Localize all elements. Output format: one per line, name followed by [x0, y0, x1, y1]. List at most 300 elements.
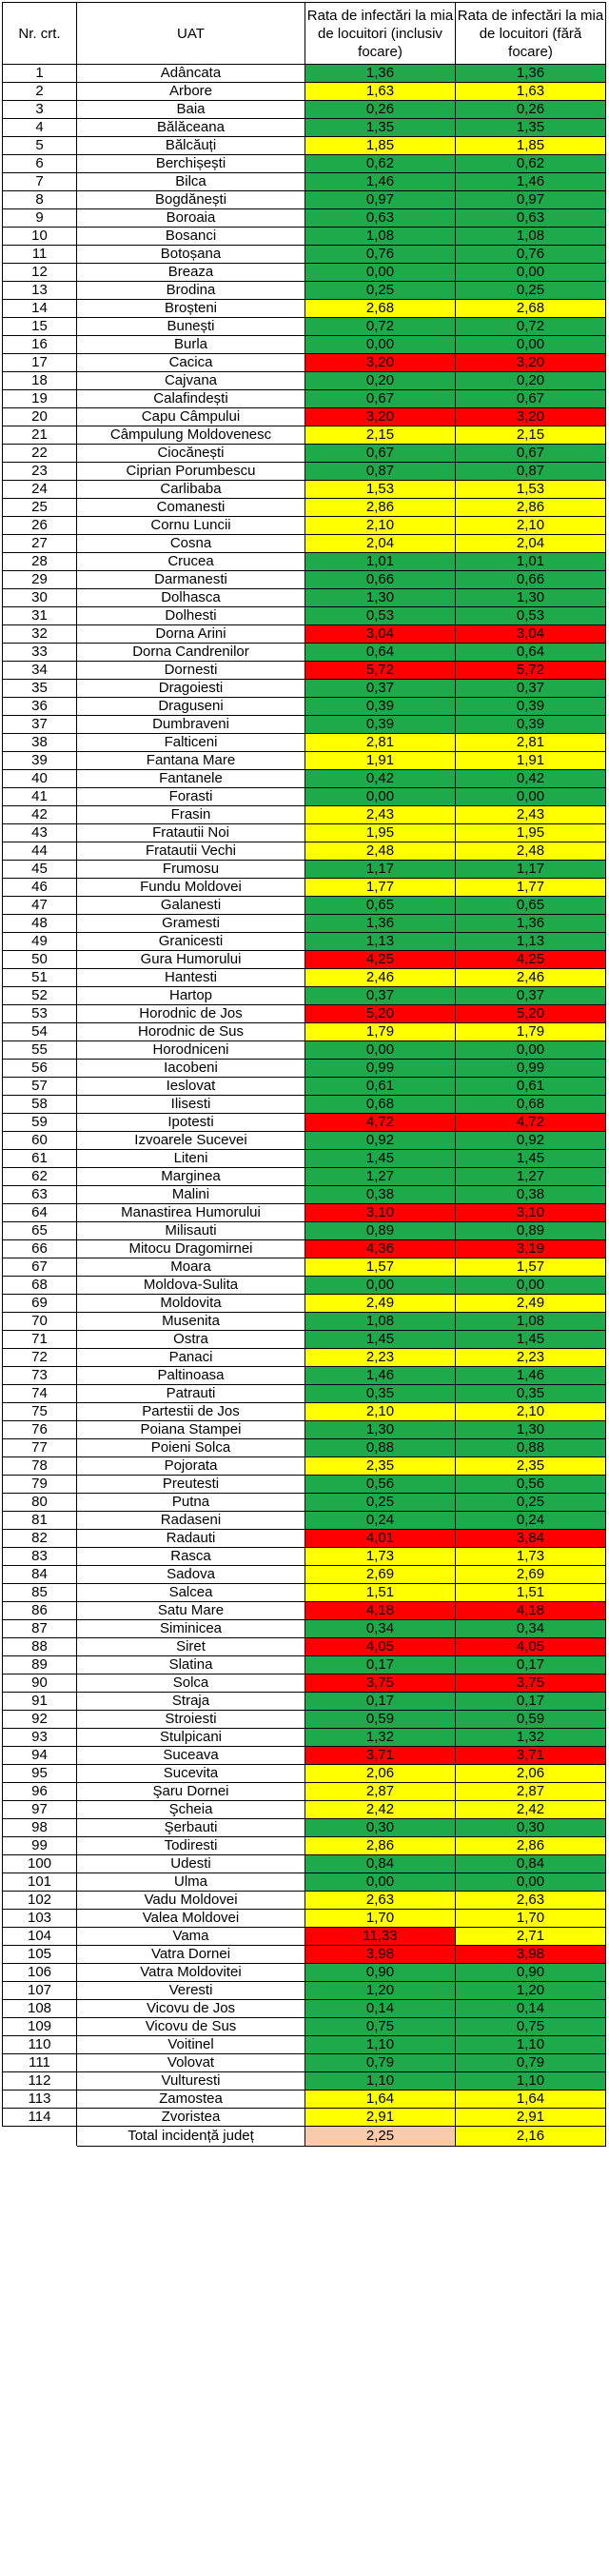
row-uat: Milisauti — [77, 1222, 305, 1240]
row-rate-without-outbreaks: 0,75 — [456, 2018, 606, 2036]
table-row — [3, 1548, 606, 1566]
row-uat: Patrauti — [77, 1385, 305, 1403]
row-number: 97 — [3, 1801, 77, 1819]
row-number: 14 — [3, 300, 77, 318]
row-number: 68 — [3, 1277, 77, 1295]
row-rate-with-outbreaks: 0,88 — [305, 1439, 456, 1457]
row-uat: Arbore — [77, 83, 305, 101]
table-row — [3, 2109, 606, 2127]
row-rate-without-outbreaks: 0,53 — [456, 607, 606, 625]
row-rate-without-outbreaks: 2,43 — [456, 806, 606, 824]
table-row — [3, 1946, 606, 1964]
row-number: 113 — [3, 2091, 77, 2109]
table-row — [3, 987, 606, 1005]
row-number: 47 — [3, 897, 77, 915]
row-rate-without-outbreaks: 0,84 — [456, 1855, 606, 1873]
row-rate-without-outbreaks: 0,61 — [456, 1078, 606, 1096]
row-rate-with-outbreaks: 0,92 — [305, 1132, 456, 1150]
row-rate-with-outbreaks: 0,20 — [305, 372, 456, 390]
row-number: 38 — [3, 734, 77, 752]
row-rate-without-outbreaks: 1,45 — [456, 1331, 606, 1349]
row-number: 50 — [3, 951, 77, 969]
row-number: 35 — [3, 680, 77, 698]
table-row — [3, 1602, 606, 1620]
row-rate-with-outbreaks: 3,10 — [305, 1204, 456, 1222]
row-uat: Şcheia — [77, 1801, 305, 1819]
row-rate-without-outbreaks: 0,79 — [456, 2054, 606, 2072]
row-number: 64 — [3, 1204, 77, 1222]
row-rate-with-outbreaks: 3,20 — [305, 408, 456, 426]
row-number: 29 — [3, 571, 77, 589]
row-rate-with-outbreaks: 0,72 — [305, 318, 456, 336]
table-row — [3, 1855, 606, 1873]
row-rate-without-outbreaks: 1,73 — [456, 1548, 606, 1566]
row-number: 24 — [3, 481, 77, 499]
row-number: 78 — [3, 1457, 77, 1476]
row-rate-without-outbreaks: 1,36 — [456, 915, 606, 933]
table-row — [3, 1295, 606, 1313]
table-row — [3, 1566, 606, 1584]
row-rate-with-outbreaks: 3,20 — [305, 354, 456, 372]
row-rate-without-outbreaks: 1,10 — [456, 2072, 606, 2091]
row-rate-with-outbreaks: 0,76 — [305, 246, 456, 264]
row-rate-without-outbreaks: 0,67 — [456, 390, 606, 408]
table-row — [3, 1349, 606, 1367]
row-uat: Vatra Dornei — [77, 1946, 305, 1964]
table-row — [3, 137, 606, 155]
row-number: 75 — [3, 1403, 77, 1421]
row-number: 103 — [3, 1910, 77, 1928]
row-number: 96 — [3, 1783, 77, 1801]
row-rate-without-outbreaks: 4,72 — [456, 1114, 606, 1132]
row-uat: Musenita — [77, 1313, 305, 1331]
row-rate-without-outbreaks: 0,99 — [456, 1060, 606, 1078]
row-number: 59 — [3, 1114, 77, 1132]
header-row — [3, 3, 606, 65]
row-number: 114 — [3, 2109, 77, 2127]
row-uat: Paltinoasa — [77, 1367, 305, 1385]
table-row — [3, 933, 606, 951]
table-row — [3, 1584, 606, 1602]
total-rate-with-outbreaks: 2,25 — [305, 2127, 456, 2147]
row-rate-without-outbreaks: 0,92 — [456, 1132, 606, 1150]
row-number: 43 — [3, 824, 77, 842]
row-number: 102 — [3, 1892, 77, 1910]
row-rate-with-outbreaks: 1,57 — [305, 1258, 456, 1277]
row-uat: Malini — [77, 1186, 305, 1204]
row-rate-with-outbreaks: 1,17 — [305, 861, 456, 879]
row-rate-without-outbreaks: 2,86 — [456, 499, 606, 517]
row-rate-without-outbreaks: 1,51 — [456, 1584, 606, 1602]
row-uat: Ipotesti — [77, 1114, 305, 1132]
table-row — [3, 788, 606, 806]
row-number: 99 — [3, 1837, 77, 1855]
table-row — [3, 155, 606, 173]
row-number: 88 — [3, 1638, 77, 1656]
row-rate-without-outbreaks: 1,46 — [456, 1367, 606, 1385]
row-number: 6 — [3, 155, 77, 173]
row-rate-without-outbreaks: 2,35 — [456, 1457, 606, 1476]
row-rate-with-outbreaks: 0,84 — [305, 1855, 456, 1873]
row-rate-without-outbreaks: 2,42 — [456, 1801, 606, 1819]
table-row — [3, 842, 606, 861]
row-rate-with-outbreaks: 0,24 — [305, 1512, 456, 1530]
table-row — [3, 1620, 606, 1638]
row-uat: Draguseni — [77, 698, 305, 716]
row-uat: Fratautii Noi — [77, 824, 305, 842]
row-number: 90 — [3, 1674, 77, 1693]
row-uat: Ilisesti — [77, 1096, 305, 1114]
row-number: 79 — [3, 1476, 77, 1494]
table-row — [3, 354, 606, 372]
row-rate-without-outbreaks: 2,15 — [456, 426, 606, 445]
row-number: 18 — [3, 372, 77, 390]
table-body — [3, 65, 606, 2127]
table-row — [3, 897, 606, 915]
row-rate-without-outbreaks: 0,00 — [456, 264, 606, 282]
table-row — [3, 589, 606, 607]
row-uat: Ostra — [77, 1331, 305, 1349]
row-rate-with-outbreaks: 1,08 — [305, 228, 456, 246]
row-rate-without-outbreaks: 0,35 — [456, 1385, 606, 1403]
row-uat: Granicesti — [77, 933, 305, 951]
row-rate-with-outbreaks: 1,36 — [305, 915, 456, 933]
row-rate-with-outbreaks: 0,39 — [305, 716, 456, 734]
table-row — [3, 372, 606, 390]
row-number: 91 — [3, 1693, 77, 1711]
row-rate-without-outbreaks: 2,48 — [456, 842, 606, 861]
row-uat: Dorna Arini — [77, 625, 305, 644]
row-uat: Bălăceana — [77, 119, 305, 137]
row-number: 73 — [3, 1367, 77, 1385]
row-uat: Ciocănești — [77, 445, 305, 463]
table-row — [3, 1078, 606, 1096]
table-row — [3, 65, 606, 83]
row-rate-with-outbreaks: 0,25 — [305, 1494, 456, 1512]
row-uat: Panaci — [77, 1349, 305, 1367]
total-spacer — [3, 2127, 77, 2147]
row-number: 81 — [3, 1512, 77, 1530]
row-uat: Pojorata — [77, 1457, 305, 1476]
row-rate-without-outbreaks: 2,91 — [456, 2109, 606, 2127]
row-number: 42 — [3, 806, 77, 824]
row-rate-with-outbreaks: 4,05 — [305, 1638, 456, 1656]
row-rate-with-outbreaks: 0,35 — [305, 1385, 456, 1403]
row-rate-with-outbreaks: 0,17 — [305, 1656, 456, 1674]
table-row — [3, 1638, 606, 1656]
table-row — [3, 1892, 606, 1910]
header-rate-with-outbreaks: Rata de infectări la mia de locuitori (inclusiv focare) — [305, 3, 456, 65]
row-rate-with-outbreaks: 5,20 — [305, 1005, 456, 1023]
row-rate-with-outbreaks: 2,69 — [305, 1566, 456, 1584]
row-rate-with-outbreaks: 3,71 — [305, 1747, 456, 1765]
row-rate-with-outbreaks: 1,70 — [305, 1910, 456, 1928]
row-rate-without-outbreaks: 2,10 — [456, 1403, 606, 1421]
row-uat: Ulma — [77, 1873, 305, 1892]
table-row — [3, 445, 606, 463]
table-row — [3, 1747, 606, 1765]
row-uat: Forasti — [77, 788, 305, 806]
row-rate-with-outbreaks: 1,10 — [305, 2036, 456, 2054]
table-row — [3, 499, 606, 517]
table-row — [3, 969, 606, 987]
row-rate-with-outbreaks: 4,72 — [305, 1114, 456, 1132]
row-rate-without-outbreaks: 1,17 — [456, 861, 606, 879]
table-row — [3, 1711, 606, 1729]
row-uat: Straja — [77, 1693, 305, 1711]
row-rate-without-outbreaks: 3,84 — [456, 1530, 606, 1548]
row-rate-with-outbreaks: 0,97 — [305, 191, 456, 209]
row-number: 15 — [3, 318, 77, 336]
row-rate-without-outbreaks: 0,00 — [456, 1873, 606, 1892]
table-row — [3, 1132, 606, 1150]
row-rate-with-outbreaks: 1,35 — [305, 119, 456, 137]
row-rate-without-outbreaks: 1,36 — [456, 65, 606, 83]
row-uat: Siret — [77, 1638, 305, 1656]
row-rate-without-outbreaks: 0,97 — [456, 191, 606, 209]
table-row — [3, 264, 606, 282]
row-rate-with-outbreaks: 0,99 — [305, 1060, 456, 1078]
row-uat: Fantanele — [77, 770, 305, 788]
row-rate-with-outbreaks: 1,79 — [305, 1023, 456, 1041]
row-uat: Dorna Candrenilor — [77, 644, 305, 662]
row-rate-without-outbreaks: 0,26 — [456, 101, 606, 119]
row-number: 31 — [3, 607, 77, 625]
row-rate-without-outbreaks: 1,64 — [456, 2091, 606, 2109]
table-row — [3, 1403, 606, 1421]
row-number: 108 — [3, 2000, 77, 2018]
row-number: 7 — [3, 173, 77, 191]
row-number: 66 — [3, 1240, 77, 1258]
row-rate-without-outbreaks: 2,63 — [456, 1892, 606, 1910]
table-row — [3, 1693, 606, 1711]
row-number: 104 — [3, 1928, 77, 1946]
row-uat: Gura Humorului — [77, 951, 305, 969]
row-rate-without-outbreaks: 2,87 — [456, 1783, 606, 1801]
header-uat: UAT — [77, 3, 305, 65]
row-number: 45 — [3, 861, 77, 879]
row-uat: Stroiesti — [77, 1711, 305, 1729]
table-row — [3, 2072, 606, 2091]
row-rate-with-outbreaks: 1,45 — [305, 1150, 456, 1168]
row-rate-without-outbreaks: 1,70 — [456, 1910, 606, 1928]
row-rate-without-outbreaks: 1,08 — [456, 228, 606, 246]
row-rate-with-outbreaks: 0,63 — [305, 209, 456, 228]
row-rate-without-outbreaks: 1,79 — [456, 1023, 606, 1041]
table-row — [3, 879, 606, 897]
row-rate-with-outbreaks: 0,64 — [305, 644, 456, 662]
row-number: 46 — [3, 879, 77, 897]
row-uat: Vama — [77, 1928, 305, 1946]
row-rate-with-outbreaks: 2,23 — [305, 1349, 456, 1367]
row-rate-without-outbreaks: 0,34 — [456, 1620, 606, 1638]
row-number: 70 — [3, 1313, 77, 1331]
row-rate-with-outbreaks: 0,00 — [305, 336, 456, 354]
row-rate-with-outbreaks: 0,53 — [305, 607, 456, 625]
table-row — [3, 1494, 606, 1512]
table-row — [3, 861, 606, 879]
row-rate-with-outbreaks: 2,04 — [305, 535, 456, 553]
row-uat: Crucea — [77, 553, 305, 571]
row-rate-with-outbreaks: 1,64 — [305, 2091, 456, 2109]
table-row — [3, 101, 606, 119]
row-rate-with-outbreaks: 2,91 — [305, 2109, 456, 2127]
row-number: 65 — [3, 1222, 77, 1240]
row-rate-without-outbreaks: 2,68 — [456, 300, 606, 318]
row-number: 74 — [3, 1385, 77, 1403]
row-rate-with-outbreaks: 1,01 — [305, 553, 456, 571]
row-rate-without-outbreaks: 0,56 — [456, 1476, 606, 1494]
row-rate-with-outbreaks: 0,67 — [305, 445, 456, 463]
row-uat: Comanesti — [77, 499, 305, 517]
row-number: 41 — [3, 788, 77, 806]
table-row — [3, 806, 606, 824]
row-rate-with-outbreaks: 1,30 — [305, 1421, 456, 1439]
row-uat: Mitocu Dragomirnei — [77, 1240, 305, 1258]
row-uat: Carlibaba — [77, 481, 305, 499]
table-row — [3, 1240, 606, 1258]
row-uat: Şerbauti — [77, 1819, 305, 1837]
table-row — [3, 1385, 606, 1403]
row-rate-with-outbreaks: 1,53 — [305, 481, 456, 499]
row-number: 58 — [3, 1096, 77, 1114]
table-row — [3, 1729, 606, 1747]
row-uat: Partestii de Jos — [77, 1403, 305, 1421]
row-number: 23 — [3, 463, 77, 481]
row-rate-with-outbreaks: 4,36 — [305, 1240, 456, 1258]
row-rate-without-outbreaks: 0,76 — [456, 246, 606, 264]
row-number: 112 — [3, 2072, 77, 2091]
row-uat: Salcea — [77, 1584, 305, 1602]
row-rate-without-outbreaks: 1,08 — [456, 1313, 606, 1331]
row-uat: Horodnic de Sus — [77, 1023, 305, 1041]
row-rate-without-outbreaks: 0,66 — [456, 571, 606, 589]
row-number: 83 — [3, 1548, 77, 1566]
table-row — [3, 390, 606, 408]
row-number: 110 — [3, 2036, 77, 2054]
row-rate-with-outbreaks: 2,46 — [305, 969, 456, 987]
row-rate-with-outbreaks: 1,32 — [305, 1729, 456, 1747]
row-uat: Fantana Mare — [77, 752, 305, 770]
row-uat: Sadova — [77, 1566, 305, 1584]
row-rate-without-outbreaks: 1,46 — [456, 173, 606, 191]
row-uat: Dolhesti — [77, 607, 305, 625]
row-rate-without-outbreaks: 1,85 — [456, 137, 606, 155]
table-row — [3, 571, 606, 589]
row-rate-without-outbreaks: 4,05 — [456, 1638, 606, 1656]
row-number: 105 — [3, 1946, 77, 1964]
row-rate-without-outbreaks: 3,98 — [456, 1946, 606, 1964]
row-rate-with-outbreaks: 3,98 — [305, 1946, 456, 1964]
row-rate-with-outbreaks: 2,35 — [305, 1457, 456, 1476]
row-number: 12 — [3, 264, 77, 282]
row-uat: Vatra Moldovitei — [77, 1964, 305, 1982]
row-rate-with-outbreaks: 2,49 — [305, 1295, 456, 1313]
row-number: 21 — [3, 426, 77, 445]
row-rate-with-outbreaks: 2,86 — [305, 499, 456, 517]
row-rate-without-outbreaks: 1,53 — [456, 481, 606, 499]
table-row — [3, 1476, 606, 1494]
header-nr: Nr. crt. — [3, 3, 77, 65]
row-uat: Udesti — [77, 1855, 305, 1873]
row-uat: Câmpulung Moldovenesc — [77, 426, 305, 445]
row-rate-with-outbreaks: 11,33 — [305, 1928, 456, 1946]
row-number: 27 — [3, 535, 77, 553]
row-rate-without-outbreaks: 2,86 — [456, 1837, 606, 1855]
row-uat: Fundu Moldovei — [77, 879, 305, 897]
table-row — [3, 770, 606, 788]
row-rate-without-outbreaks: 1,77 — [456, 879, 606, 897]
row-rate-without-outbreaks: 1,10 — [456, 2036, 606, 2054]
row-rate-without-outbreaks: 0,88 — [456, 1439, 606, 1457]
row-uat: Poiana Stampei — [77, 1421, 305, 1439]
table-row — [3, 2036, 606, 2054]
row-uat: Slatina — [77, 1656, 305, 1674]
table-row — [3, 1801, 606, 1819]
table-row — [3, 1114, 606, 1132]
total-rate-without-outbreaks: 2,16 — [456, 2127, 606, 2147]
row-rate-without-outbreaks: 2,69 — [456, 1566, 606, 1584]
row-uat: Marginea — [77, 1168, 305, 1186]
row-rate-with-outbreaks: 0,00 — [305, 264, 456, 282]
row-rate-with-outbreaks: 0,68 — [305, 1096, 456, 1114]
row-rate-without-outbreaks: 3,75 — [456, 1674, 606, 1693]
row-rate-without-outbreaks: 0,87 — [456, 463, 606, 481]
row-rate-with-outbreaks: 2,86 — [305, 1837, 456, 1855]
row-rate-without-outbreaks: 0,17 — [456, 1693, 606, 1711]
row-rate-without-outbreaks: 2,81 — [456, 734, 606, 752]
row-rate-with-outbreaks: 0,00 — [305, 788, 456, 806]
row-uat: Siminicea — [77, 1620, 305, 1638]
row-uat: Dolhasca — [77, 589, 305, 607]
row-number: 2 — [3, 83, 77, 101]
row-rate-without-outbreaks: 2,23 — [456, 1349, 606, 1367]
row-number: 20 — [3, 408, 77, 426]
row-uat: Putna — [77, 1494, 305, 1512]
row-rate-without-outbreaks: 2,46 — [456, 969, 606, 987]
row-uat: Moara — [77, 1258, 305, 1277]
table-row — [3, 336, 606, 354]
row-rate-with-outbreaks: 1,20 — [305, 1982, 456, 2000]
table-row — [3, 680, 606, 698]
table-row — [3, 1674, 606, 1693]
row-number: 13 — [3, 282, 77, 300]
row-uat: Suceava — [77, 1747, 305, 1765]
row-rate-without-outbreaks: 5,72 — [456, 662, 606, 680]
row-rate-without-outbreaks: 1,01 — [456, 553, 606, 571]
table-row — [3, 1765, 606, 1783]
table-row — [3, 1819, 606, 1837]
row-rate-with-outbreaks: 1,63 — [305, 83, 456, 101]
row-number: 3 — [3, 101, 77, 119]
row-number: 85 — [3, 1584, 77, 1602]
table-row — [3, 1928, 606, 1946]
row-rate-without-outbreaks: 4,18 — [456, 1602, 606, 1620]
row-rate-without-outbreaks: 0,59 — [456, 1711, 606, 1729]
row-rate-with-outbreaks: 0,00 — [305, 1041, 456, 1060]
row-rate-without-outbreaks: 2,06 — [456, 1765, 606, 1783]
row-uat: Dornesti — [77, 662, 305, 680]
row-uat: Satu Mare — [77, 1602, 305, 1620]
row-number: 1 — [3, 65, 77, 83]
row-rate-with-outbreaks: 0,59 — [305, 1711, 456, 1729]
row-number: 87 — [3, 1620, 77, 1638]
row-number: 22 — [3, 445, 77, 463]
row-rate-without-outbreaks: 1,57 — [456, 1258, 606, 1277]
row-number: 34 — [3, 662, 77, 680]
table-row — [3, 1150, 606, 1168]
row-uat: Capu Câmpului — [77, 408, 305, 426]
